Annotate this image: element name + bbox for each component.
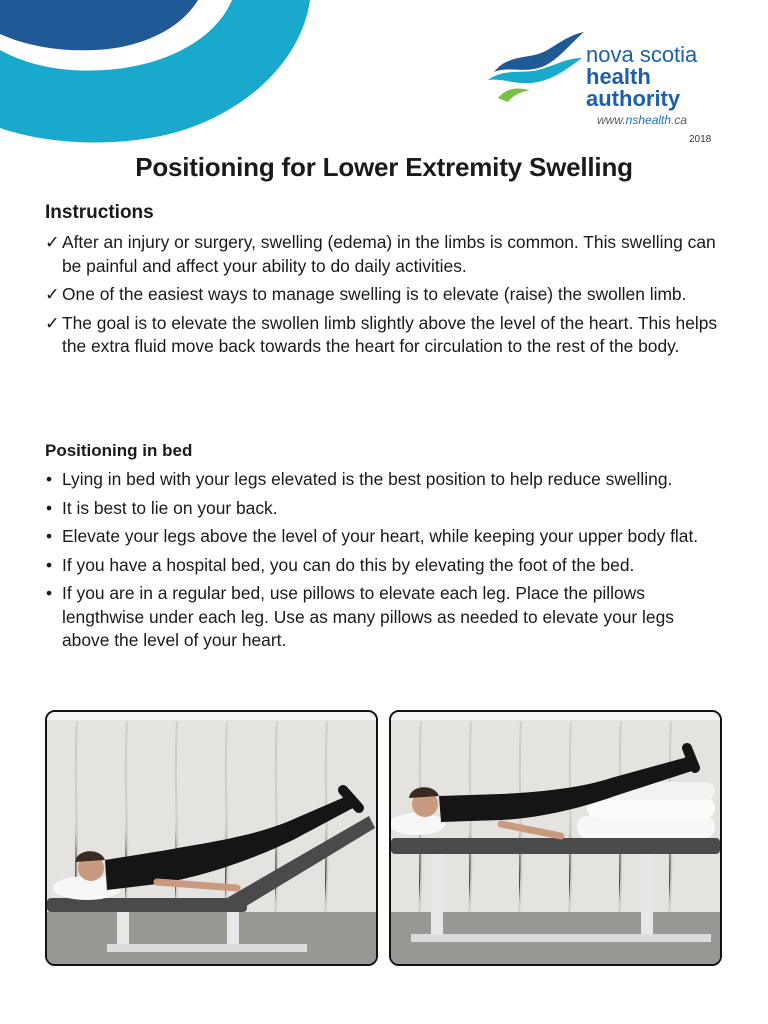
bullet-icon: • <box>46 554 53 575</box>
list-item-text: The goal is to elevate the swollen limb slightly above the level of the heart. This helps the extra fluid move back towards the heart for circulation to the rest of the body. <box>62 312 718 356</box>
url-suffix: .ca <box>671 113 688 127</box>
instructions-list <box>45 231 725 364</box>
list-item-text: If you have a hospital bed, you can do this by elevating the foot of the bed. <box>62 554 635 575</box>
logo-line-1: nova scotia <box>586 42 698 67</box>
logo-wordmark <box>586 44 748 110</box>
list-item <box>45 582 725 653</box>
check-icon: ✓ <box>45 312 60 333</box>
check-icon: ✓ <box>45 284 60 304</box>
wave-logo-icon <box>486 28 586 108</box>
list-item-text: Elevate your legs above the level of your heart, while keeping your upper body flat. <box>62 526 699 546</box>
photo-hospital-bed-elevated <box>45 710 378 966</box>
logo-line-2-text: health authority <box>586 64 681 111</box>
url-accent: nshealth <box>625 113 672 127</box>
instructions-heading: Instructions <box>45 202 154 223</box>
logo-line-2 <box>586 66 748 110</box>
list-item <box>45 497 725 521</box>
check-icon: ✓ <box>45 232 60 252</box>
bullet-icon: • <box>46 526 53 546</box>
list-item <box>45 525 725 549</box>
page-title: Positioning for Lower Extremity Swelling <box>135 152 633 182</box>
year-label: 2018 <box>689 134 712 145</box>
list-item-text: One of the easiest ways to manage swelling is to elevate (raise) the swollen limb. <box>62 284 687 304</box>
positioning-list <box>45 468 725 658</box>
bullet-icon: • <box>46 497 53 518</box>
url-prefix: www. <box>597 113 626 127</box>
list-item <box>45 283 725 307</box>
positioning-heading: Positioning in bed <box>45 441 193 460</box>
list-item-text: It is best to lie on your back. <box>62 497 278 518</box>
list-item-text: After an injury or surgery, swelling (edema) in the limbs is common. This swelling can be painful and affect your ability to do daily activities. <box>62 232 716 276</box>
list-item <box>45 231 725 278</box>
nsha-logo <box>486 28 748 111</box>
bullet-icon: • <box>46 583 53 603</box>
list-item <box>45 468 725 492</box>
photo-bed-with-pillows <box>389 710 722 966</box>
list-item <box>45 312 725 359</box>
list-item-text: Lying in bed with your legs elevated is the best position to help reduce swelling. <box>62 469 673 489</box>
bullet-icon: • <box>46 469 53 489</box>
decorative-swoosh <box>0 0 320 150</box>
list-item <box>45 554 725 578</box>
website-link[interactable] <box>597 113 687 127</box>
list-item-text: If you are in a regular bed, use pillows to elevate each leg. Place the pillows lengthwise under each leg. Use as many pillows as needed to elevate your legs above the level of your heart. <box>62 583 674 650</box>
